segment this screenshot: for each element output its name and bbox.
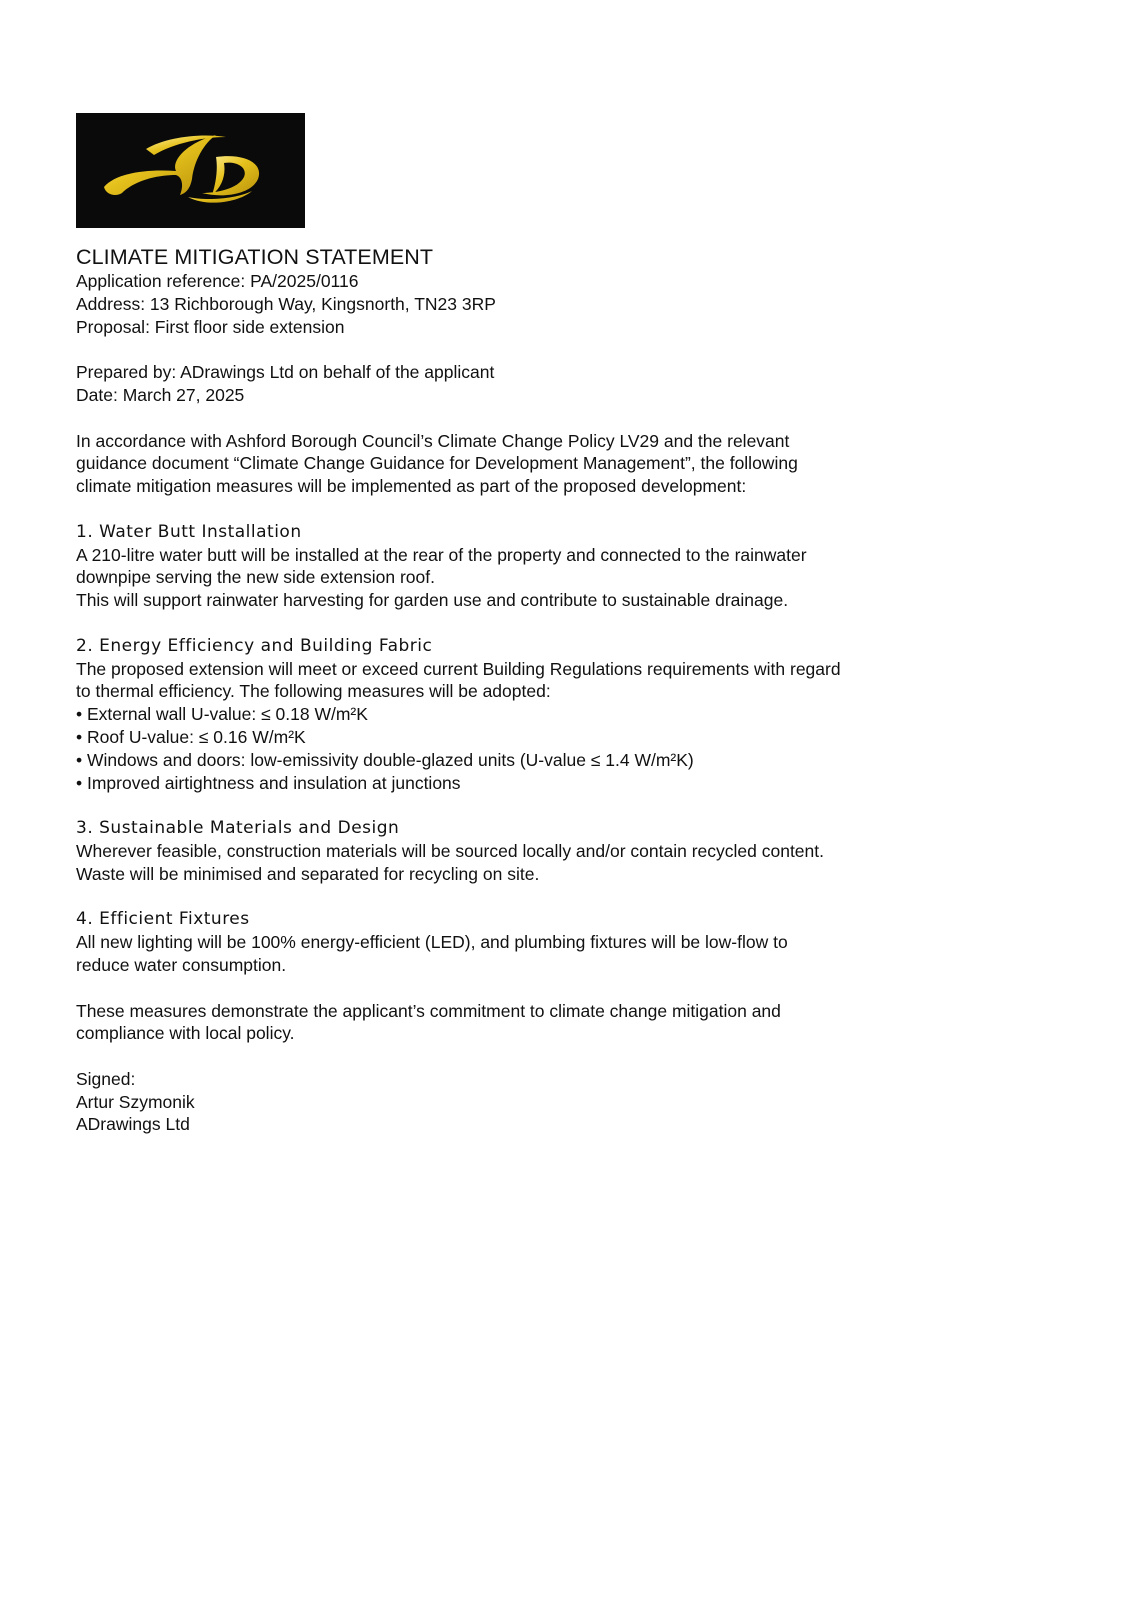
section-sustainable-materials [76,817,1056,885]
signatory-name: Artur Szymonik [76,1091,195,1112]
intro-line: guidance document “Climate Change Guidance for Development Management”, the following [76,453,798,474]
section-line: A 210-litre water butt will be installed at the rear of the property and connected to the rainwater [76,544,807,565]
section-line: Waste will be minimised and separated for recycling on site. [76,863,540,884]
document-body [76,270,1056,1136]
signature-label: Signed: [76,1068,136,1089]
prepared-by: Prepared by: ADrawings Ltd on behalf of the applicant [76,362,495,383]
bullet-item: • External wall U-value: ≤ 0.18 W/m²K [76,704,368,725]
section-line: to thermal efficiency. The following measures will be adopted: [76,681,551,702]
intro-line: climate mitigation measures will be implemented as part of the proposed development: [76,476,747,497]
section-efficient-fixtures [76,908,1056,976]
section-line: Wherever feasible, construction materials will be sourced locally and/or contain recycled content. [76,840,824,861]
conclusion-line: compliance with local policy. [76,1023,295,1044]
section-line: This will support rainwater harvesting for garden use and contribute to sustainable drainage. [76,590,789,611]
bullet-item: • Roof U-value: ≤ 0.16 W/m²K [76,726,306,747]
section-energy-efficiency [76,635,1056,795]
document-page [76,113,1056,1136]
section-line: downpipe serving the new side extension roof. [76,567,435,588]
section-heading: 1. Water Butt Installation [76,521,302,542]
section-heading: 2. Energy Efficiency and Building Fabric [76,635,433,656]
section-heading: 3. Sustainable Materials and Design [76,818,400,839]
proposal: Proposal: First floor side extension [76,316,345,337]
conclusion-line: These measures demonstrate the applicant’s commitment to climate change mitigation and [76,1000,781,1021]
section-line: The proposed extension will meet or exceed current Building Regulations requirements with regard [76,658,841,679]
site-address: Address: 13 Richborough Way, Kingsnorth, TN23 3RP [76,293,496,314]
application-reference: Application reference: PA/2025/0116 [76,271,359,291]
signatory-company: ADrawings Ltd [76,1114,190,1135]
bullet-item: • Improved airtightness and insulation at junctions [76,772,461,793]
signature-block [76,1068,1056,1136]
document-date: Date: March 27, 2025 [76,384,245,405]
section-heading: 4. Efficient Fixtures [76,909,250,930]
intro-line: In accordance with Ashford Borough Council’s Climate Change Policy LV29 and the relevant [76,430,790,451]
section-line: reduce water consumption. [76,954,287,975]
document-title: CLIMATE MITIGATION STATEMENT [76,245,434,269]
section-line: All new lighting will be 100% energy-efficient (LED), and plumbing fixtures will be low-flow to [76,932,788,953]
bullet-item: • Windows and doors: low-emissivity double-glazed units (U-value ≤ 1.4 W/m²K) [76,749,694,770]
section-water-butt [76,521,1056,612]
company-logo [76,113,305,228]
ad-monogram-icon [76,113,305,228]
